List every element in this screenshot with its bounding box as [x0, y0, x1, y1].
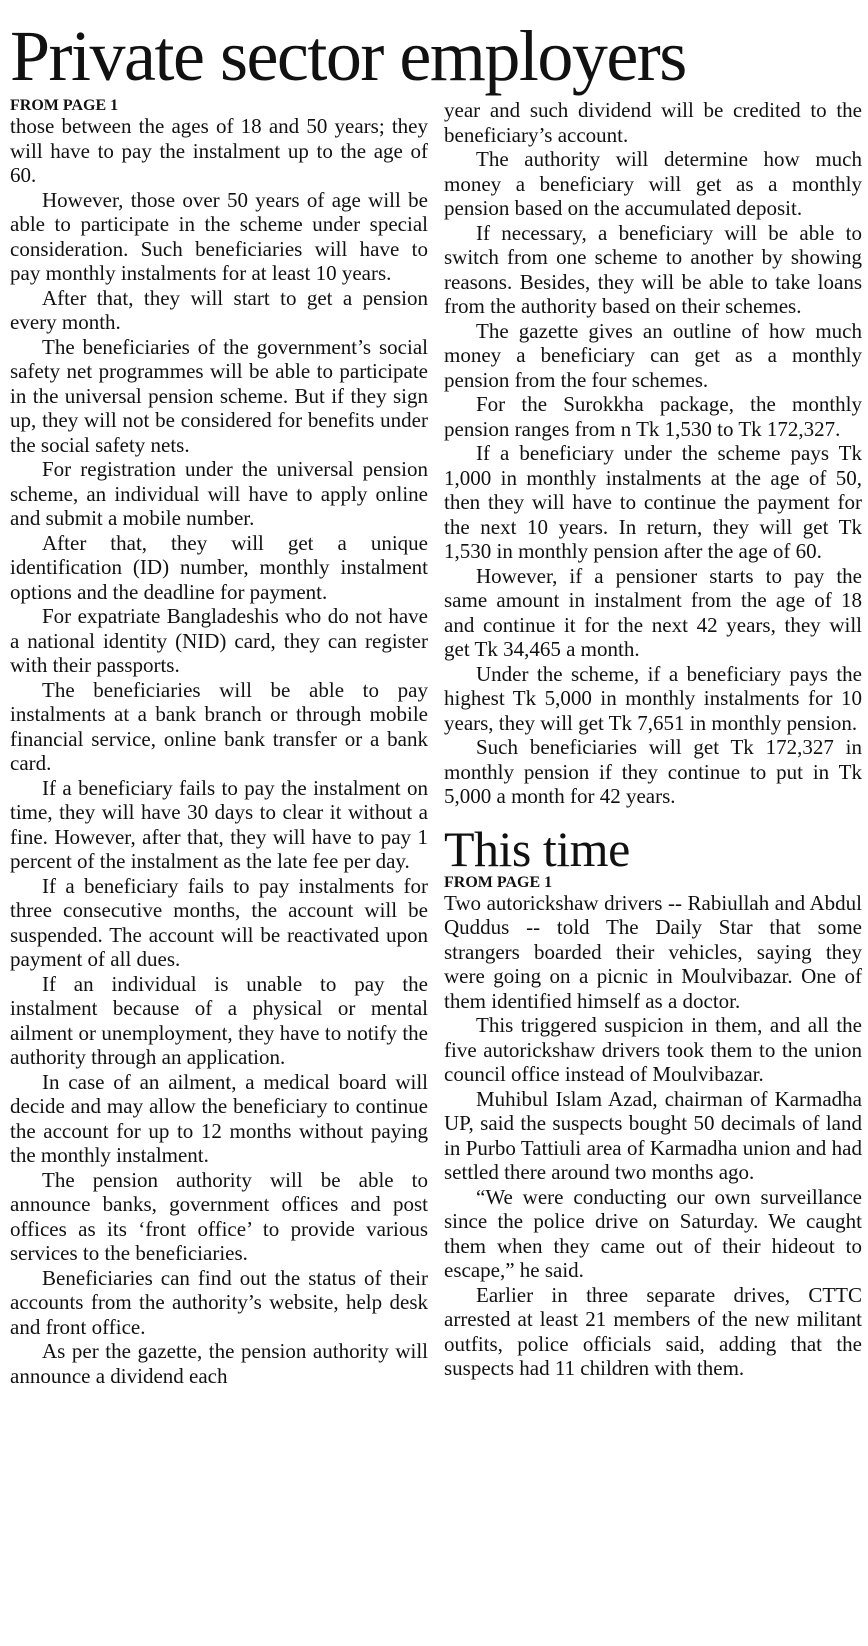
- article-paragraph: After that, they will start to get a pension every month.: [10, 285, 428, 334]
- article-paragraph: If an individual is unable to pay the instalment because of a physical or mental ailment or unemployment, they have to notify the authority through an application.: [10, 971, 428, 1069]
- article-column-right: [444, 98, 862, 1381]
- article-paragraph: For the Surokkha package, the monthly pension ranges from n Tk 1,530 to Tk 172,327.: [444, 392, 862, 441]
- jump-line: FROM PAGE 1: [444, 873, 553, 891]
- article-paragraph: However, if a pensioner starts to pay the same amount in instalment from the age of 18 and continue it for the next 42 years, they will get Tk 34,465 a month.: [444, 563, 862, 661]
- article-paragraph: For expatriate Bangladeshis who do not have a national identity (NID) card, they can register with their passports.: [10, 604, 428, 677]
- second-article-headline: This time: [444, 820, 630, 877]
- article-paragraph: The gazette gives an outline of how much money a beneficiary can get as a monthly pension from the four schemes.: [444, 318, 862, 392]
- article-headline: Private sector employers: [10, 16, 686, 96]
- article-paragraph: The pension authority will be able to announce banks, government offices and post offices as its ‘front office’ to provide various services to the beneficiaries.: [10, 1167, 428, 1265]
- article-paragraph: The authority will determine how much money a beneficiary will get as a monthly pension based on the accumulated deposit.: [444, 147, 862, 220]
- article-paragraph: For registration under the universal pension scheme, an individual will have to apply online and submit a mobile number.: [10, 457, 428, 530]
- article-paragraph: Under the scheme, if a beneficiary pays the highest Tk 5,000 in monthly instalments for 10 years, they will get Tk 7,651 in monthly pension.: [444, 661, 862, 735]
- article-paragraph: Such beneficiaries will get Tk 172,327 in monthly pension if they continue to put in Tk 5,000 a month for 42 years.: [444, 735, 862, 808]
- article-paragraph: After that, they will get a unique identification (ID) number, monthly instalment options and the deadline for payment.: [10, 530, 428, 604]
- article-paragraph: If a beneficiary under the scheme pays Tk 1,000 in monthly instalments at the age of 50, then they will have to continue the payment for the next 10 years. In return, they will get Tk 1,530 in monthly pension after the age of 60.: [444, 441, 862, 563]
- article-paragraph: This triggered suspicion in them, and all the five autorickshaw drivers took them to the union council office instead of Moulvibazar.: [444, 1013, 862, 1086]
- article-paragraph: those between the ages of 18 and 50 years; they will have to pay the instalment up to the age of 60.: [10, 114, 428, 187]
- article-paragraph: year and such dividend will be credited to the beneficiary’s account.: [444, 98, 862, 147]
- jump-line: FROM PAGE 1: [10, 97, 119, 114]
- article-paragraph: “We were conducting our own surveillance since the police drive on Saturday. We caught them when they came out of their hideout to escape,” he said.: [444, 1184, 862, 1282]
- article-paragraph: Muhibul Islam Azad, chairman of Karmadha UP, said the suspects bought 50 decimals of land in Purbo Tattiuli area of Karmadha union and had settled there around two months ago.: [444, 1086, 862, 1184]
- article-paragraph: If a beneficiary fails to pay instalments for three consecutive months, the account will be suspended. The account will be reactivated upon payment of all dues.: [10, 873, 428, 971]
- article-paragraph: The beneficiaries will be able to pay instalments at a bank branch or through mobile financial service, online bank transfer or a bank card.: [10, 677, 428, 775]
- article-paragraph: The beneficiaries of the government’s social safety net programmes will be able to participate in the universal pension scheme. But if they sign up, they will not be considered for benefits under the social safety nets.: [10, 334, 428, 457]
- article-paragraph: In case of an ailment, a medical board will decide and may allow the beneficiary to continue the account for up to 12 months without paying the monthly instalment.: [10, 1069, 428, 1167]
- article-paragraph: Beneficiaries can find out the status of their accounts from the authority’s website, help desk and front office.: [10, 1265, 428, 1339]
- article-paragraph: Earlier in three separate drives, CTTC arrested at least 21 members of the new militant outfits, police officials said, adding that the suspects had 11 children with them.: [444, 1282, 862, 1380]
- article-paragraph: As per the gazette, the pension authority will announce a dividend each: [10, 1339, 428, 1388]
- article-paragraph: Two autorickshaw drivers -- Rabiullah and Abdul Quddus -- told The Daily Star that some strangers boarded their vehicles, saying they were going on a picnic in Moulvibazar. One of them identified himself as a doctor.: [444, 890, 862, 1013]
- article-paragraph: If a beneficiary fails to pay the instalment on time, they will have 30 days to clear it without a fine. However, after that, they will have to pay 1 percent of the instalment as the late fee per day.: [10, 775, 428, 873]
- article-paragraph: If necessary, a beneficiary will be able to switch from one scheme to another by showing reasons. Besides, they will be able to take loans from the authority based on their schemes.: [444, 220, 862, 318]
- article-column-left: [10, 98, 428, 1388]
- article-paragraph: However, those over 50 years of age will be able to participate in the scheme under special consideration. Such beneficiaries will have to pay monthly instalments for at least 10 years.: [10, 187, 428, 285]
